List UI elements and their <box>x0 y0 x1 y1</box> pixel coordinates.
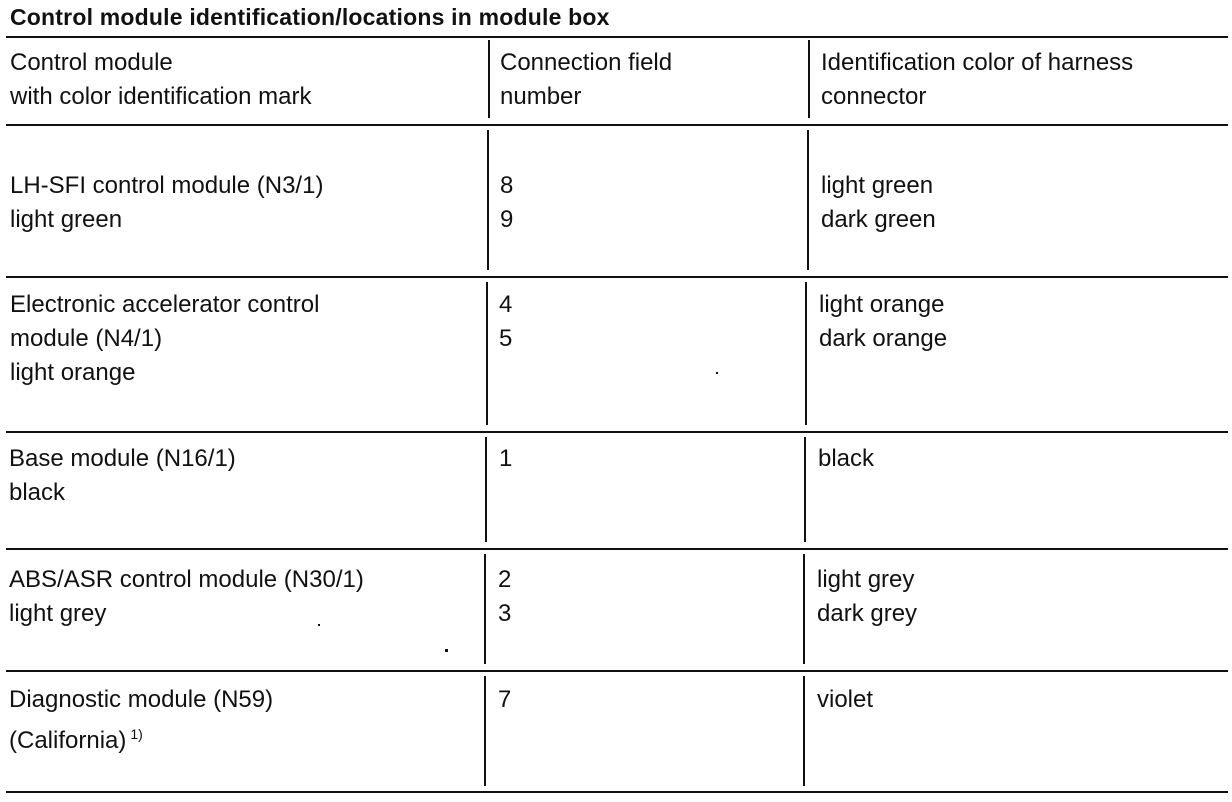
header-bottom-rule <box>6 124 1228 126</box>
document-title: Control module identification/locations in module box <box>10 4 610 30</box>
row-lh-sfi-color: light green dark green <box>821 172 936 233</box>
row-base-module: Base module (N16/1) black <box>9 445 236 506</box>
row-lh-sfi-module: LH-SFI control module (N3/1) light green <box>10 172 324 233</box>
row-diagnostic-module: Diagnostic module (N59) (California) $^{1)}$ <box>9 686 274 754</box>
table-top-rule <box>6 36 1228 38</box>
column-divider <box>804 437 806 542</box>
scan-speck <box>445 649 448 652</box>
column-divider <box>807 130 809 270</box>
row-diagnostic-color: violet <box>817 686 874 713</box>
column-divider <box>487 130 489 270</box>
row-accelerator-module: Electronic accelerator control module (N4/1) light orange <box>10 291 320 386</box>
scan-speck <box>318 624 320 626</box>
row-abs-asr-module: ABS/ASR control module (N30/1) light grey <box>9 566 364 627</box>
column-divider <box>485 437 487 542</box>
row-diagnostic-field: 7 <box>498 686 512 713</box>
row-abs-asr-color: light grey dark grey <box>817 566 918 627</box>
column-divider <box>803 554 805 664</box>
header-harness-color: Identification color of harness connector <box>821 49 1134 110</box>
scan-speck <box>716 372 718 374</box>
column-divider <box>488 40 490 118</box>
row-accelerator-field: 4 5 <box>499 291 513 352</box>
footnote-marker: 1) <box>130 726 143 742</box>
column-divider <box>486 282 488 425</box>
column-divider <box>805 282 807 425</box>
row-lh-sfi-field: 8 9 <box>500 172 514 233</box>
row-rule <box>6 431 1228 433</box>
column-divider <box>808 40 810 118</box>
row-abs-asr-field: 2 3 <box>498 566 512 627</box>
header-connection-field: Connection field number <box>500 49 673 110</box>
table-bottom-rule <box>6 791 1228 793</box>
row-rule <box>6 548 1228 550</box>
row-base-field: 1 <box>499 445 513 472</box>
row-rule <box>6 276 1228 278</box>
column-divider <box>484 676 486 786</box>
header-module: Control module with color identification mark <box>10 49 312 110</box>
row-base-color: black <box>818 445 875 472</box>
column-divider <box>484 554 486 664</box>
column-divider <box>803 676 805 786</box>
row-accelerator-color: light orange dark orange <box>819 291 948 352</box>
row-rule <box>6 670 1228 672</box>
